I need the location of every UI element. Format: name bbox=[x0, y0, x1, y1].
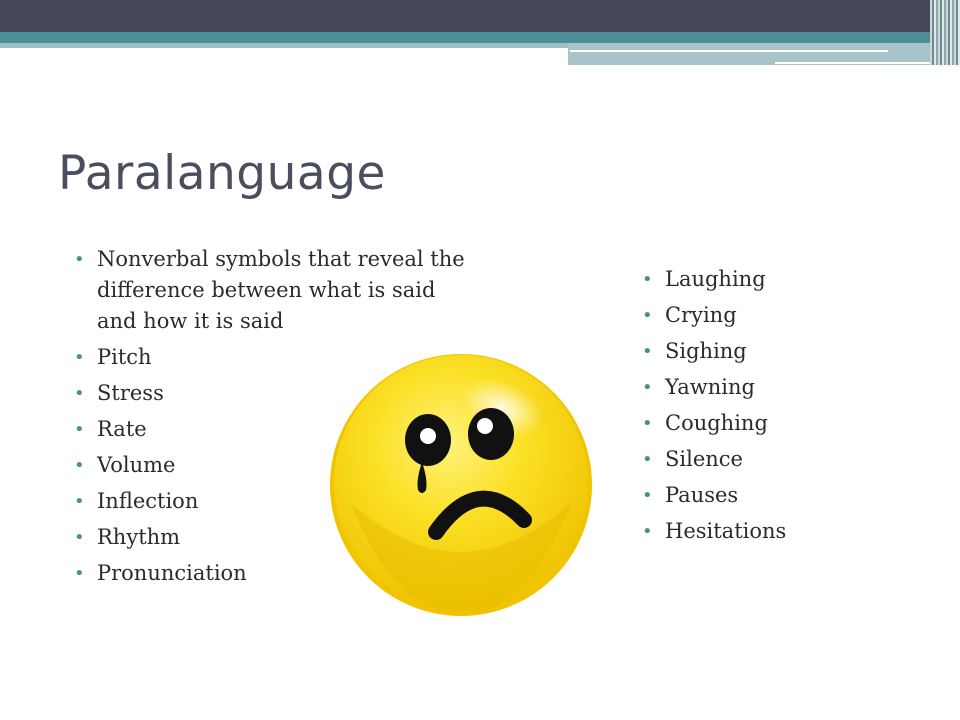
list-item-text: Silence bbox=[665, 447, 743, 471]
list-item-text: Pitch bbox=[97, 345, 152, 369]
bullet-icon: • bbox=[74, 491, 85, 512]
bullet-icon: • bbox=[74, 419, 85, 440]
list-item-text: Crying bbox=[665, 303, 737, 327]
list-item-text: Sighing bbox=[665, 339, 747, 363]
list-item-text: Laughing bbox=[665, 267, 766, 291]
bullet-icon: • bbox=[74, 455, 85, 476]
right-eye-glint bbox=[477, 418, 493, 434]
list-item-text: Volume bbox=[97, 453, 176, 477]
bullet-icon: • bbox=[642, 521, 653, 542]
list-item bbox=[640, 408, 940, 439]
list-item-text: Rate bbox=[97, 417, 147, 441]
right-eye bbox=[468, 408, 514, 460]
list-item-text: Pronunciation bbox=[97, 561, 247, 585]
left-eye-glint bbox=[420, 428, 436, 444]
list-item-text: Rhythm bbox=[97, 525, 181, 549]
bullet-icon: • bbox=[642, 485, 653, 506]
bullet-icon: • bbox=[642, 269, 653, 290]
bullet-icon: • bbox=[642, 413, 653, 434]
bullet-icon: • bbox=[74, 383, 85, 404]
list-item-text: Nonverbal symbols that reveal the difference between what is said and how it is said bbox=[97, 247, 465, 333]
header-accent-line bbox=[570, 50, 888, 52]
header-band-dark bbox=[0, 0, 960, 32]
list-item bbox=[640, 336, 940, 367]
header-stripes bbox=[930, 0, 960, 65]
list-item bbox=[640, 480, 940, 511]
crying-face-icon bbox=[328, 352, 594, 618]
list-item bbox=[640, 300, 940, 331]
list-item-text: Pauses bbox=[665, 483, 739, 507]
list-item bbox=[640, 264, 940, 295]
bullet-icon: • bbox=[74, 563, 85, 584]
header-band-light bbox=[0, 43, 568, 48]
bullet-icon: • bbox=[642, 377, 653, 398]
list-item-text: Stress bbox=[97, 381, 164, 405]
bullet-icon: • bbox=[642, 305, 653, 326]
right-bullet-list bbox=[640, 264, 940, 552]
bullet-icon: • bbox=[642, 449, 653, 470]
list-item bbox=[72, 244, 472, 337]
list-item bbox=[640, 516, 940, 547]
bullet-icon: • bbox=[74, 347, 85, 368]
bullet-icon: • bbox=[74, 527, 85, 548]
list-item-text: Coughing bbox=[665, 411, 768, 435]
bullet-icon: • bbox=[642, 341, 653, 362]
slide-title: Paralanguage bbox=[58, 146, 386, 201]
list-item bbox=[640, 444, 940, 475]
list-item bbox=[640, 372, 940, 403]
list-item-text: Hesitations bbox=[665, 519, 787, 543]
header-band-teal bbox=[0, 32, 960, 43]
list-item-text: Inflection bbox=[97, 489, 199, 513]
list-item-text: Yawning bbox=[665, 375, 755, 399]
bullet-icon: • bbox=[74, 249, 85, 270]
